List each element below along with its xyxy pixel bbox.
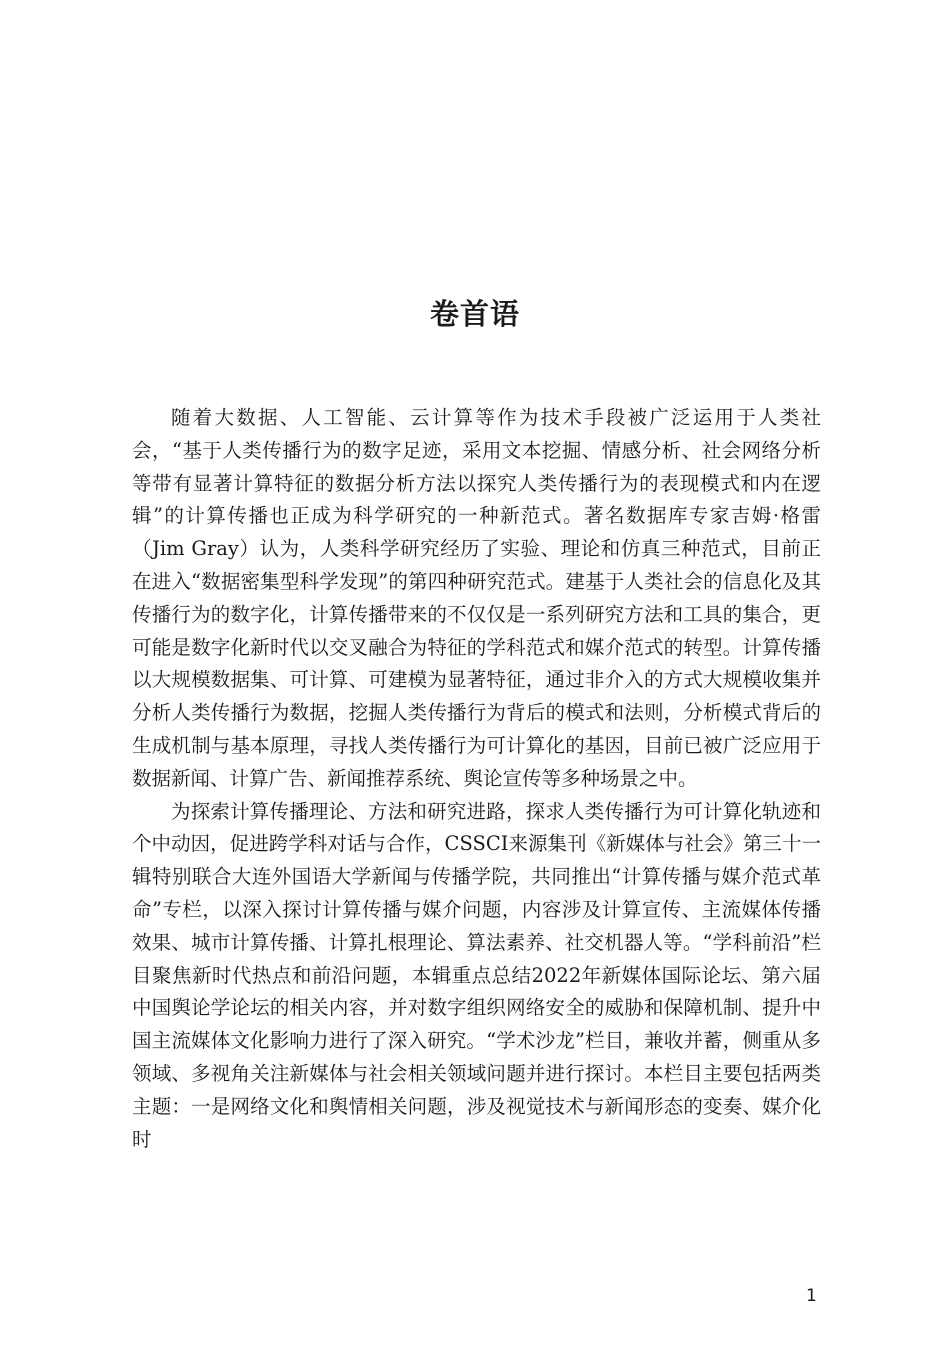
- paragraph-1: 随着大数据、人工智能、云计算等作为技术手段被广泛运用于人类社会，“基于人类传播行为的数字足迹，采用文本挖掘、情感分析、社会网络分析等带有显著计算特征的数据分析方法以探究人类传播行为的表现模式和内在逻辑”的计算传播也正成为科学研究的一种新范式。著名数据库专家吉姆·格雷（Jim Gray）认为，人类科学研究经历了实验、理论和仿真三种范式，目前正在进入“数据密集型科学发现”的第四种研究范式。建基于人类社会的信息化及其传播行为的数字化，计算传播带来的不仅仅是一系列研究方法和工具的集合，更可能是数字化新时代以交叉融合为特征的学科范式和媒介范式的转型。计算传播以大规模数据集、可计算、可建模为显著特征，通过非介入的方式大规模收集并分析人类传播行为数据，挖掘人类传播行为背后的模式和法则，分析模式背后的生成机制与基本原理，寻找人类传播行为可计算化的基因，目前已被广泛应用于数据新闻、计算广告、新闻推荐系统、舆论宣传等多种场景之中。: [132, 406, 821, 790]
- page-number: 1: [806, 1286, 817, 1306]
- paragraph-2: 为探索计算传播理论、方法和研究进路，探求人类传播行为可计算化轨迹和个中动因，促进跨学科对话与合作，CSSCI来源集刊《新媒体与社会》第三十一辑特别联合大连外国语大学新闻与传播学院，共同推出“计算传播与媒介范式革命”专栏，以深入探讨计算传播与媒介问题，内容涉及计算宣传、主流媒体传播效果、城市计算传播、计算扎根理论、算法素养、社交机器人等。“学科前沿”栏目聚焦新时代热点和前沿问题，本辑重点总结2022年新媒体国际论坛、第六届中国舆论学论坛的相关内容，并对数字组织网络安全的威胁和保障机制、提升中国主流媒体文化影响力进行了深入研究。“学术沙龙”栏目，兼收并蓄，侧重从多领域、多视角关注新媒体与社会相关领域问题并进行探讨。本栏目主要包括两类主题：一是网络文化和舆情相关问题，涉及视觉技术与新闻形态的变奏、媒介化时: [132, 799, 821, 1151]
- page-title: 卷首语: [429, 297, 520, 331]
- body-text: [132, 402, 821, 1156]
